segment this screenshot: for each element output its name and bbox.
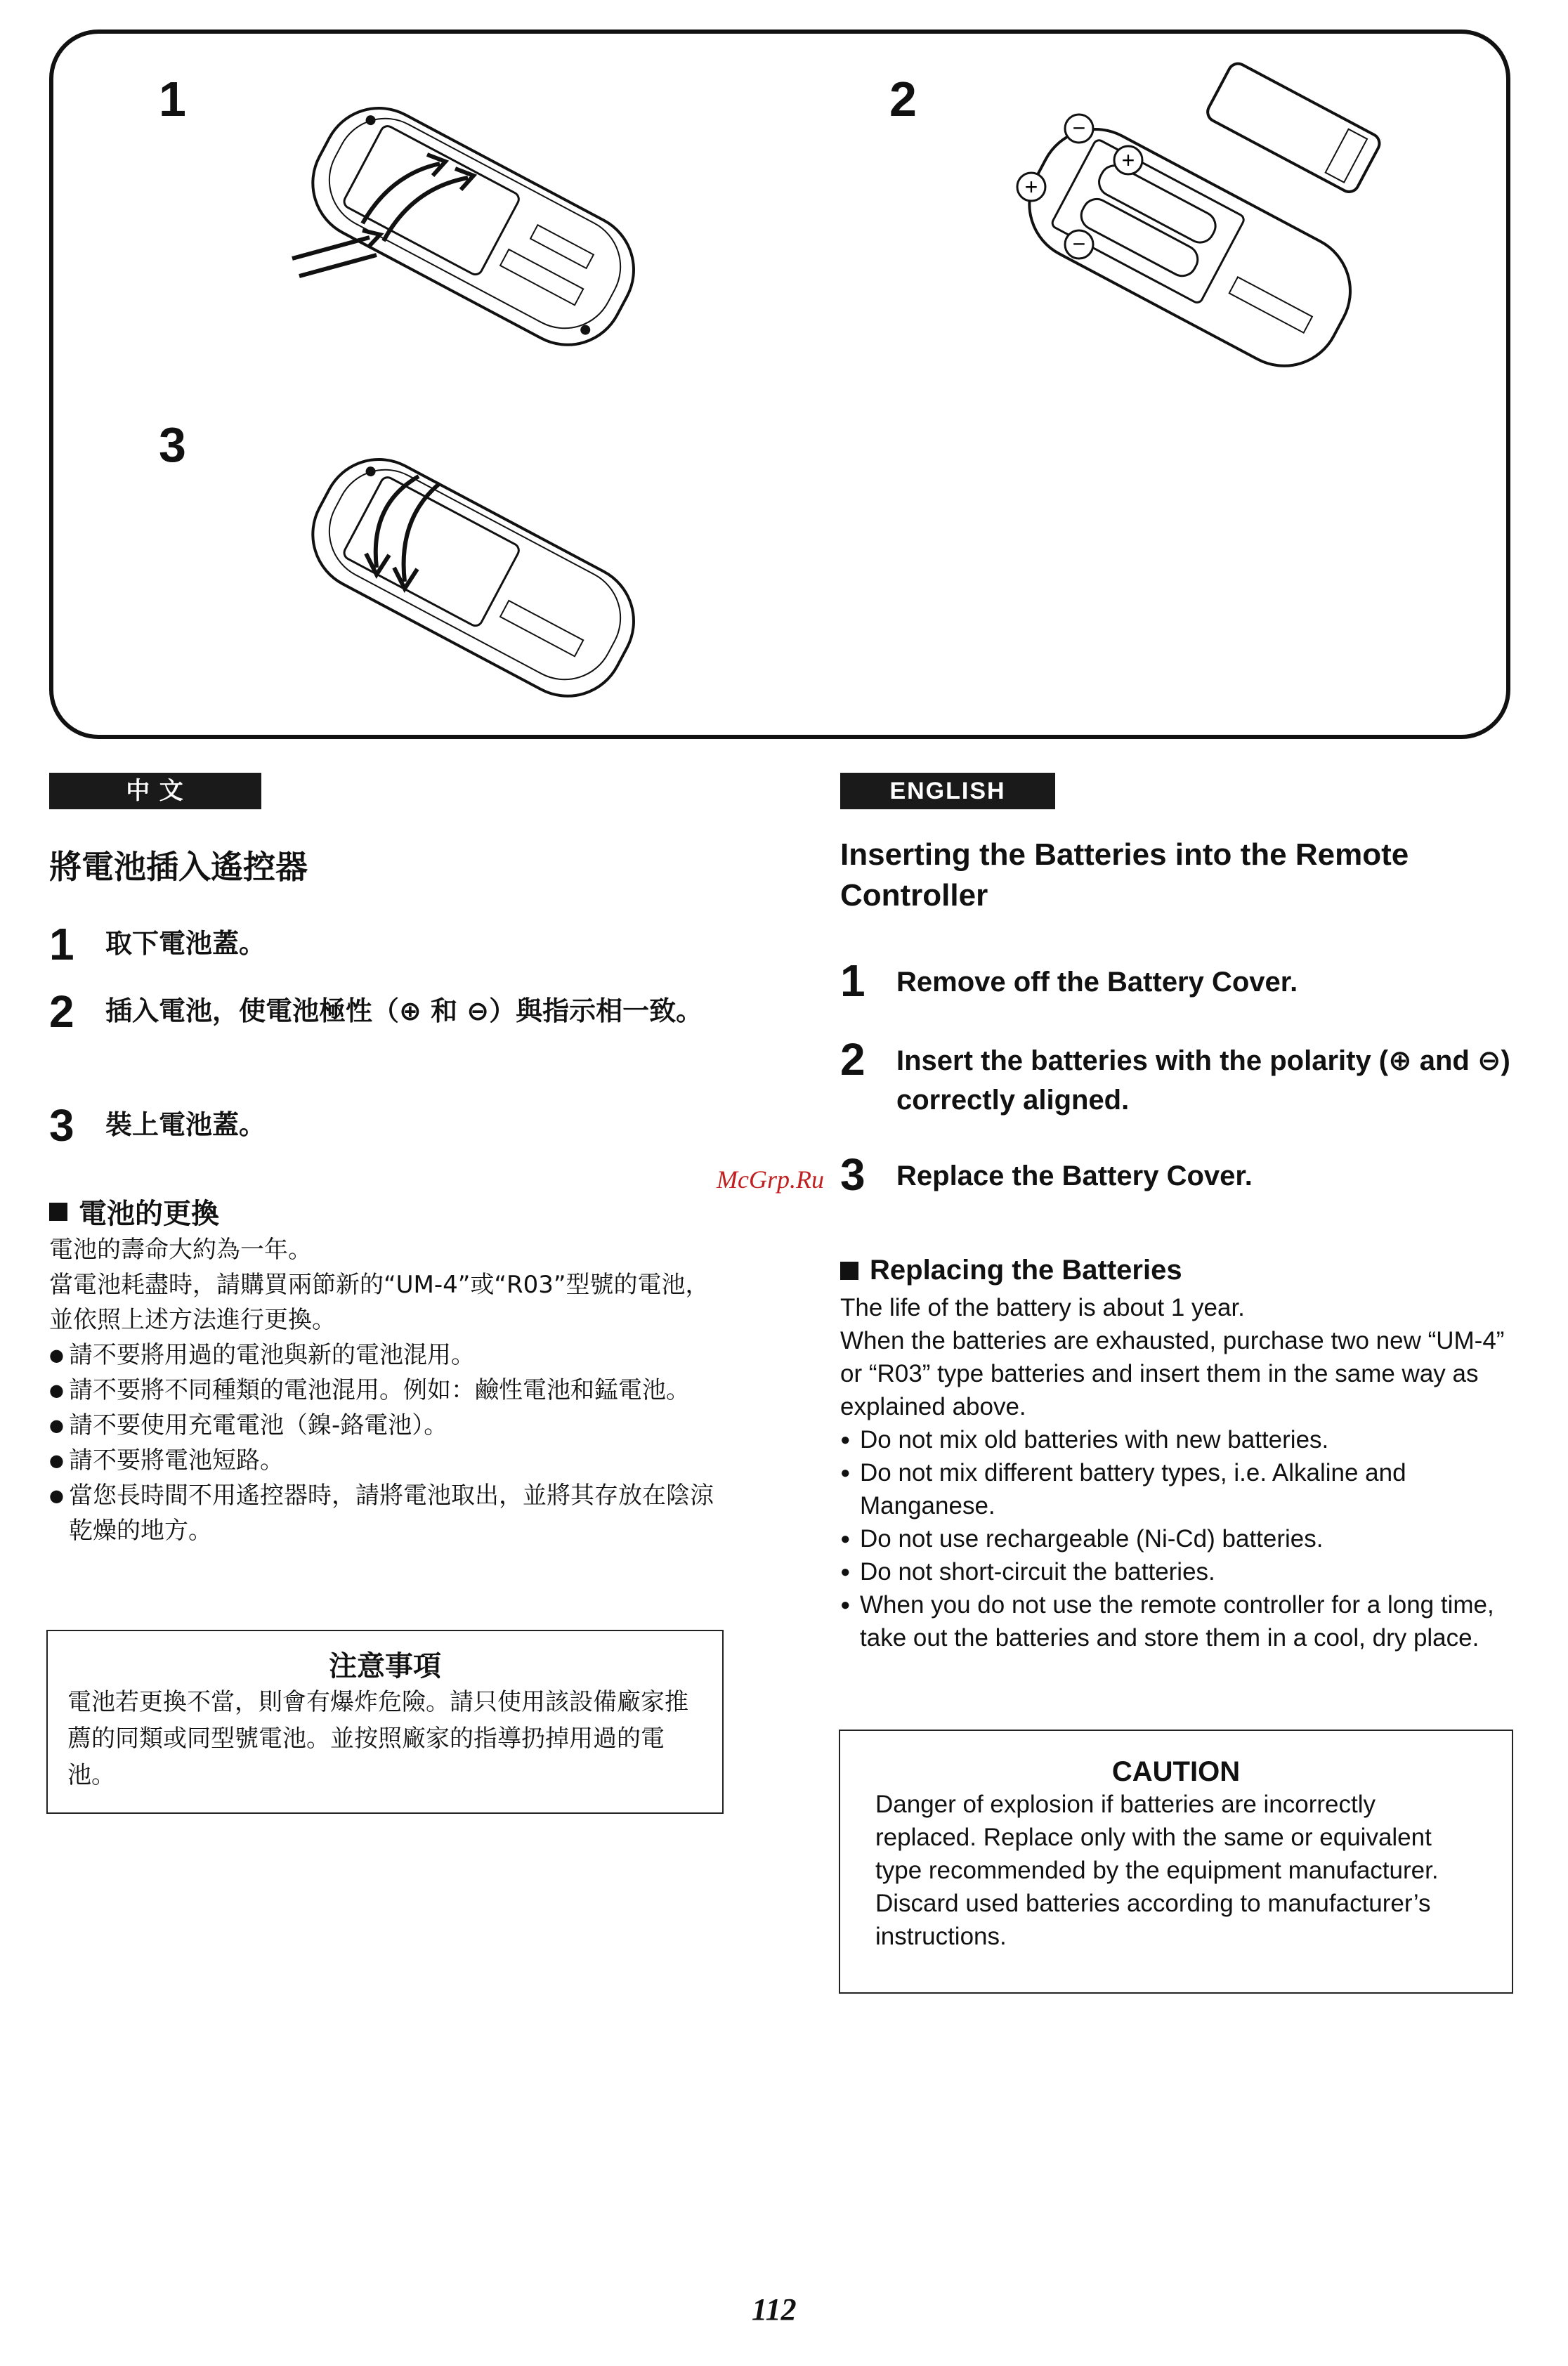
list-item: ● 請不要將用過的電池與新的電池混用。 xyxy=(49,1338,724,1373)
step-text: 裝上電池蓋。 xyxy=(105,1109,266,1140)
step-number: 1 xyxy=(49,919,74,969)
chinese-replace-heading xyxy=(49,1191,219,1231)
figure-step-3-number: 3 xyxy=(159,417,186,472)
removed-battery-cover xyxy=(1204,62,1383,195)
english-step-3 xyxy=(840,1149,1529,1200)
chinese-step-3 xyxy=(49,1100,724,1151)
english-language-tag: ENGLISH xyxy=(840,773,1055,809)
list-item: ● Do not mix different battery types, i.e. Alkaline and Manganese. xyxy=(840,1456,1529,1522)
chinese-bullet-list xyxy=(49,1338,724,1548)
chinese-step-1 xyxy=(49,919,724,969)
english-caution-box xyxy=(839,1730,1513,1994)
illustration-frame xyxy=(49,30,1510,739)
square-bullet-icon xyxy=(840,1262,858,1280)
step-text: Replace the Battery Cover. xyxy=(896,1161,1253,1191)
step-number: 2 xyxy=(840,1034,865,1085)
english-replace-body xyxy=(840,1291,1529,1654)
exhausted-text: 當電池耗盡時，請購買兩節新的“UM-4”或“R03”型號的電池，並依照上述方法進行更換。 xyxy=(49,1271,710,1334)
step-number: 3 xyxy=(49,1100,74,1151)
step-number: 1 xyxy=(840,955,865,1006)
chinese-replace-body xyxy=(49,1232,724,1548)
english-step-2 xyxy=(840,1034,1529,1120)
battery-life-text: 電池的壽命大約為一年。 xyxy=(49,1236,312,1264)
minus-symbol: − xyxy=(1072,115,1086,140)
figure-step-1-number: 1 xyxy=(159,72,186,126)
step-text: Insert the batteries with the polarity (⊕ and ⊖) correctly aligned. xyxy=(896,1045,1510,1116)
heading-text: 電池的更換 xyxy=(79,1198,219,1230)
plus-symbol: + xyxy=(1024,174,1038,200)
list-item: ● When you do not use the remote controller for a long time, take out the batteries and store them in a cool, dry place. xyxy=(840,1588,1529,1654)
step-number: 3 xyxy=(840,1149,865,1200)
remote-remove-cover-illustration xyxy=(264,97,686,350)
list-item: ● 請不要將不同種類的電池混用。例如：鹼性電池和錳電池。 xyxy=(49,1373,724,1408)
caution-title: 注意事項 xyxy=(329,1650,441,1682)
remote-insert-batteries-illustration xyxy=(981,62,1416,385)
caution-title: CAUTION xyxy=(1111,1756,1241,1787)
plus-symbol: + xyxy=(1121,148,1135,173)
list-item: ● 當您長時間不用遙控器時，請將電池取出，並將其存放在陰涼乾燥的地方。 xyxy=(49,1478,724,1548)
english-step-1 xyxy=(840,955,1529,1006)
minus-symbol: − xyxy=(1072,231,1086,256)
english-bullet-list xyxy=(840,1423,1529,1654)
battery-life-text: The life of the battery is about 1 year. xyxy=(840,1294,1245,1321)
list-item: ● Do not mix old batteries with new batteries. xyxy=(840,1423,1529,1456)
step-text: 取下電池蓋。 xyxy=(105,928,266,959)
list-item: ● 請不要將電池短路。 xyxy=(49,1443,724,1478)
caution-body: Danger of explosion if batteries are incorrectly replaced. Replace only with the same or equivalent type recommended by the equipment manufacturer. Discard used batteries according to manufacturer’s instructions. xyxy=(875,1791,1439,1950)
heading-text: Replacing the Batteries xyxy=(870,1255,1182,1286)
english-title: Inserting the Batteries into the Remote Controller xyxy=(840,837,1409,913)
step-number: 2 xyxy=(49,986,74,1037)
chinese-step-2 xyxy=(49,986,724,1037)
figure-step-2-number: 2 xyxy=(889,72,917,126)
chinese-caution-box xyxy=(46,1630,724,1814)
caution-body: 電池若更換不當，則會有爆炸危險。請只使用該設備廠家推薦的同類或同型號電池。並按照廠家的指導扔掉用過的電池。 xyxy=(67,1688,688,1789)
english-replace-heading xyxy=(840,1255,1182,1286)
list-item: ● 請不要使用充電電池（鎳-鉻電池）。 xyxy=(49,1408,724,1443)
remote-body xyxy=(293,97,653,350)
exhausted-text: When the batteries are exhausted, purchase two new “UM-4” or “R03” type batteries and insert them in the same way as explained above. xyxy=(840,1327,1505,1420)
remote-body xyxy=(293,448,653,701)
chinese-language-tag: 中 文 xyxy=(49,773,261,809)
list-item: ● Do not use rechargeable (Ni-Cd) batteries. xyxy=(840,1522,1529,1555)
watermark: McGrp.Ru xyxy=(717,1165,824,1194)
step-text: Remove off the Battery Cover. xyxy=(896,967,1298,998)
list-item: ● Do not short-circuit the batteries. xyxy=(840,1555,1529,1588)
square-bullet-icon xyxy=(49,1203,67,1221)
remote-replace-cover-illustration xyxy=(264,448,686,701)
page-number: 112 xyxy=(752,2292,797,2327)
chinese-title: 將電池插入遙控器 xyxy=(49,848,308,886)
step-text: 插入電池，使電池極性（⊕ 和 ⊖）與指示相一致。 xyxy=(105,995,703,1026)
